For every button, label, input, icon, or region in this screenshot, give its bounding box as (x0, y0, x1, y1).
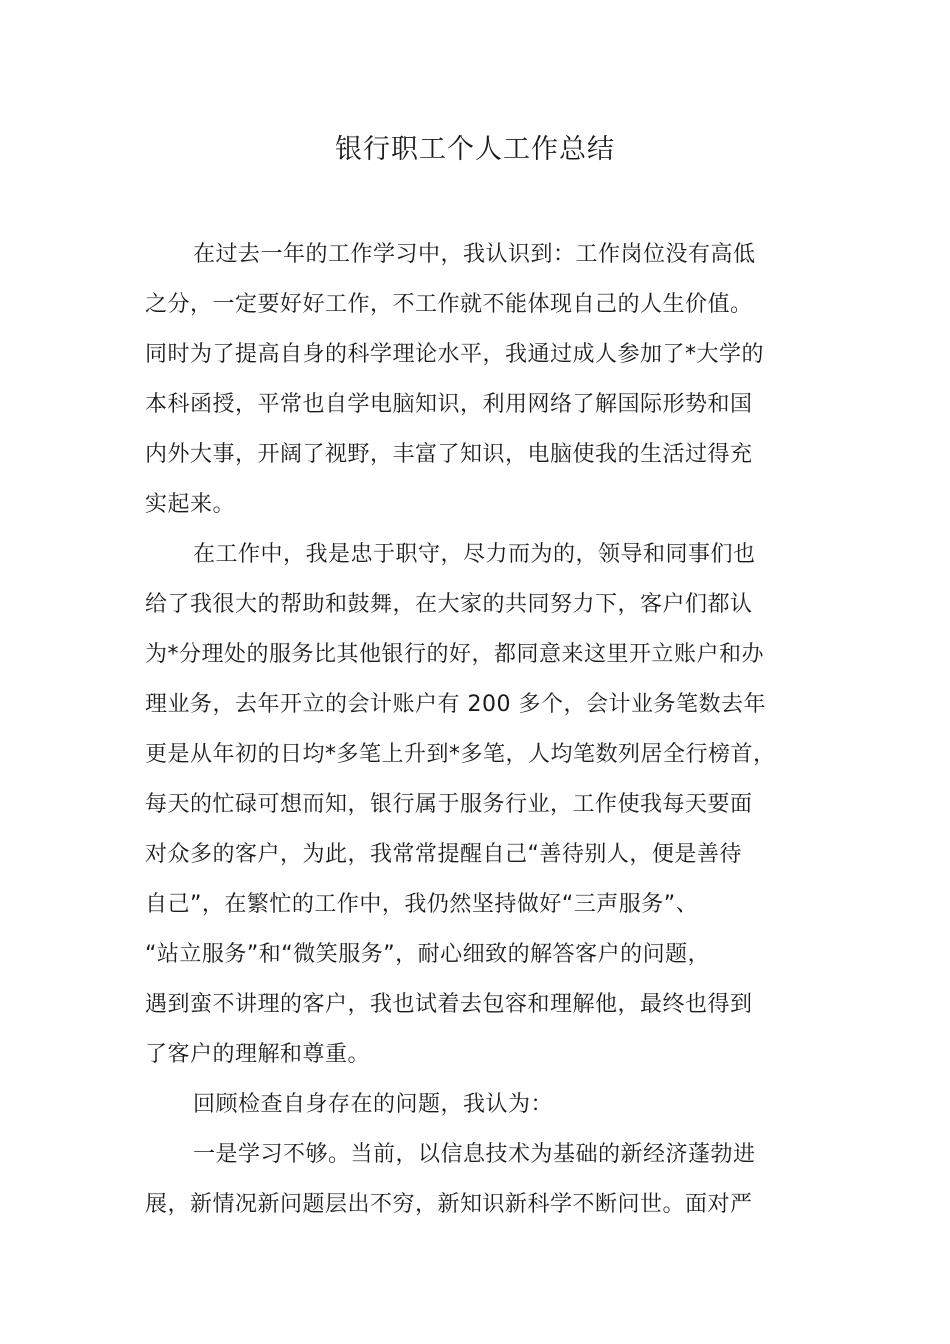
text-line: 遇到蛮不讲理的客户，我也试着去包容和理解他，最终也得到 (145, 992, 753, 1017)
text-line: 对众多的客户，为此，我常常提醒自己“善待别人，便是善待 (145, 842, 742, 867)
text-line: 每天的忙碌可想而知，银行属于服务行业，工作使我每天要面 (145, 792, 753, 817)
text-line: 在工作中，我是忠于职守，尽力而为的，领导和同事们也 (193, 542, 756, 567)
text-line: 在过去一年的工作学习中，我认识到：工作岗位没有高低 (193, 242, 756, 267)
text-line: 实起来。 (145, 492, 236, 517)
text-line: 了客户的理解和尊重。 (145, 1042, 371, 1067)
text-line: 之分，一定要好好工作，不工作就不能体现自己的人生价值。 (145, 292, 753, 317)
text-line: 为*分理处的服务比其他银行的好，都同意来这里开立账户和办 (145, 642, 765, 667)
document-body (145, 230, 835, 1230)
text-line: 展，新情况新问题层出不穷，新知识新科学不断问世。面对严 (145, 1192, 753, 1217)
text-line: 回顾检查自身存在的问题，我认为： (193, 1092, 554, 1117)
text-line: 一是学习不够。当前，以信息技术为基础的新经济蓬勃进 (193, 1142, 756, 1167)
text-line: 本科函授，平常也自学电脑知识，利用网络了解国际形势和国 (145, 392, 753, 417)
text-line: 更是从年初的日均*多笔上升到*多笔，人均笔数列居全行榜首， (145, 742, 776, 767)
document-title: 银行职工个人工作总结 (335, 134, 615, 165)
text-line: 理业务，去年开立的会计账户有 200 多个，会计业务笔数去年 (145, 692, 766, 717)
text-line: 同时为了提高自身的科学理论水平，我通过成人参加了*大学的 (145, 342, 765, 367)
text-line: 自己”，在繁忙的工作中，我仍然坚持做好“三声服务”、 (145, 892, 699, 917)
text-line: “站立服务”和“微笑服务”，耐心细致的解答客户的问题， (145, 942, 711, 967)
text-line: 给了我很大的帮助和鼓舞，在大家的共同努力下，客户们都认 (145, 592, 753, 617)
text-line: 内外大事，开阔了视野，丰富了知识，电脑使我的生活过得充 (145, 442, 753, 467)
